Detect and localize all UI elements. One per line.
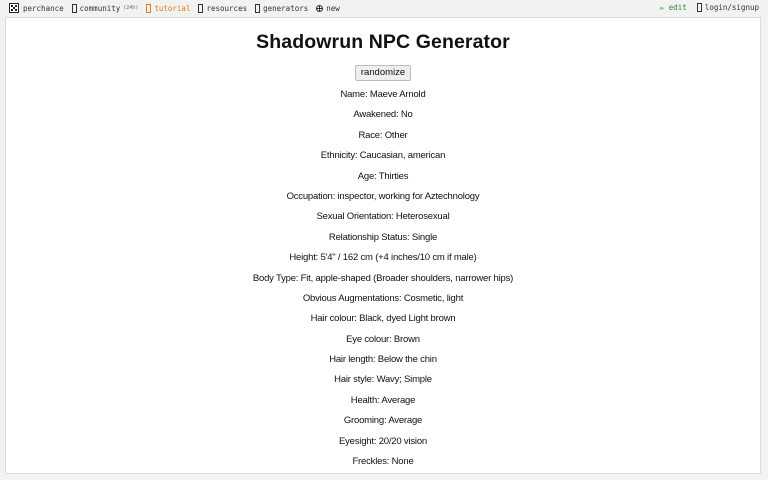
nav-left [9, 3, 348, 13]
resources-icon [198, 4, 203, 13]
randomize-button[interactable]: randomize [355, 65, 411, 81]
nav-community[interactable] [72, 4, 139, 13]
field-health: Health: Average [350, 394, 416, 406]
generators-icon [255, 4, 260, 13]
page-title: Shadowrun NPC Generator [256, 31, 510, 53]
nav-community-label: community [79, 3, 121, 13]
nav-right [660, 3, 759, 12]
field-eye-colour: Eye colour: Brown [346, 333, 420, 345]
nav-resources[interactable] [198, 4, 247, 13]
field-ethnicity: Ethnicity: Caucasian, american [320, 150, 446, 162]
nav-generators-label: generators [263, 3, 309, 13]
field-obvious-augmentations: Obvious Augmentations: Cosmetic, light [302, 292, 464, 304]
nav-new[interactable] [316, 4, 340, 13]
site-name: perchance [23, 3, 64, 13]
field-hair-style: Hair style: Wavy; Simple [334, 374, 432, 386]
top-navigation-bar [0, 0, 768, 17]
tutorial-icon [146, 4, 151, 13]
community-icon [72, 4, 77, 13]
nav-generators[interactable] [255, 4, 308, 13]
nav-tutorial[interactable] [146, 4, 190, 13]
field-freckles: Freckles: None [352, 456, 414, 468]
nav-resources-label: resources [206, 3, 248, 13]
npc-attributes-list [6, 85, 760, 472]
field-relationship-status: Relationship Status: Single [328, 231, 438, 243]
user-icon [697, 3, 702, 12]
field-height: Height: 5'4" / 162 cm (+4 inches/10 cm if male) [289, 252, 477, 264]
field-race: Race: Other [358, 129, 408, 141]
home-link[interactable] [9, 3, 64, 13]
nav-tutorial-label: tutorial [154, 3, 191, 13]
field-hair-colour: Hair colour: Black, dyed Light brown [310, 313, 456, 325]
field-body-type: Body Type: Fit, apple-shaped (Broader shoulders, narrower hips) [252, 272, 514, 284]
field-sexual-orientation: Sexual Orientation: Heterosexual [316, 211, 450, 223]
login-signup-label: login/signup [704, 3, 759, 12]
field-name: Name: Maeve Arnold [340, 89, 426, 100]
field-awakened: Awakened: No [353, 109, 413, 121]
generator-output-panel [5, 17, 761, 474]
field-eyesight: Eyesight: 20/20 vision [338, 435, 428, 447]
field-occupation: Occupation: inspector, working for Aztechnology [286, 190, 480, 202]
field-grooming: Grooming: Average [343, 415, 423, 427]
plus-circle-icon [316, 5, 323, 12]
field-age: Age: Thirties [357, 170, 409, 182]
dice-logo-icon [9, 3, 19, 13]
field-hair-length: Hair length: Below the chin [329, 354, 437, 366]
community-badge: (24h) [123, 5, 139, 11]
login-signup-link[interactable] [697, 3, 759, 12]
nav-new-label: new [326, 3, 340, 13]
edit-link[interactable]: ✏ edit [659, 3, 687, 12]
